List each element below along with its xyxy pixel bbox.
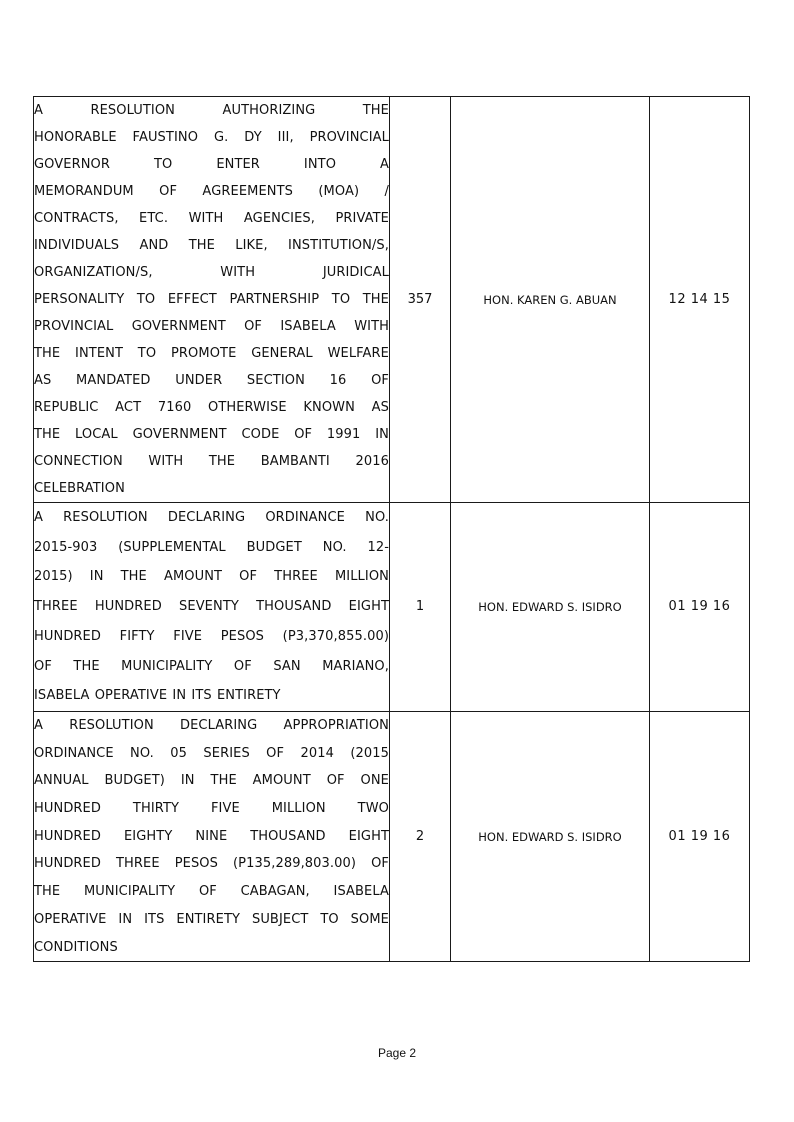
resolution-title-line: HUNDRED THREE PESOS (P135,289,803.00) OF bbox=[34, 856, 389, 872]
resolution-author: HON. EDWARD S. ISIDRO bbox=[451, 503, 650, 712]
table-row bbox=[34, 711, 750, 961]
table-row bbox=[34, 503, 750, 712]
resolution-title-line: OPERATIVE IN ITS ENTIRETY SUBJECT TO SOME bbox=[34, 911, 389, 927]
resolution-title-line: AS MANDATED UNDER SECTION 16 OF bbox=[34, 373, 389, 388]
resolution-title-line: PERSONALITY TO EFFECT PARTNERSHIP TO THE bbox=[34, 292, 389, 307]
resolution-title-line: REPUBLIC ACT 7160 OTHERWISE KNOWN AS bbox=[34, 400, 389, 415]
resolution-title-line: HONORABLE FAUSTINO G. DY III, PROVINCIAL bbox=[34, 130, 389, 145]
resolution-title-line: THE INTENT TO PROMOTE GENERAL WELFARE bbox=[34, 346, 389, 361]
resolution-title-cell bbox=[34, 711, 390, 961]
resolution-title-line: 2015) IN THE AMOUNT OF THREE MILLION bbox=[34, 569, 389, 585]
resolution-title-line: CONDITIONS bbox=[34, 939, 118, 955]
resolution-number: 1 bbox=[390, 503, 451, 712]
resolution-date: 01 19 16 bbox=[650, 503, 750, 712]
resolution-date: 12 14 15 bbox=[650, 97, 750, 503]
resolution-title-line: ORGANIZATION/S, WITH JURIDICAL bbox=[34, 265, 389, 280]
table-row bbox=[34, 97, 750, 503]
resolution-title-line: A RESOLUTION DECLARING ORDINANCE NO. bbox=[34, 510, 389, 525]
resolution-title-line: THE LOCAL GOVERNMENT CODE OF 1991 IN bbox=[34, 427, 389, 442]
resolution-number: 357 bbox=[390, 97, 451, 503]
resolution-title-cell bbox=[34, 97, 390, 503]
resolution-author: HON. EDWARD S. ISIDRO bbox=[451, 711, 650, 961]
resolution-title-line: CONTRACTS, ETC. WITH AGENCIES, PRIVATE bbox=[34, 211, 389, 226]
resolution-author: HON. KAREN G. ABUAN bbox=[451, 97, 650, 503]
resolution-title-line: OF THE MUNICIPALITY OF SAN MARIANO, bbox=[34, 658, 389, 674]
resolution-date: 01 19 16 bbox=[650, 711, 750, 961]
resolutions-table bbox=[33, 96, 750, 962]
resolution-title-line: HUNDRED FIFTY FIVE PESOS (P3,370,855.00) bbox=[34, 628, 389, 644]
resolution-title-line: ANNUAL BUDGET) IN THE AMOUNT OF ONE bbox=[34, 773, 389, 789]
resolution-title-line: A RESOLUTION DECLARING APPROPRIATION bbox=[34, 717, 389, 733]
resolution-title-line: INDIVIDUALS AND THE LIKE, INSTITUTION/S, bbox=[34, 238, 389, 253]
resolution-title-line: CONNECTION WITH THE BAMBANTI 2016 bbox=[34, 454, 389, 469]
resolution-title-line: 2015-903 (SUPPLEMENTAL BUDGET NO. 12- bbox=[34, 539, 389, 555]
resolution-title-line: THE MUNICIPALITY OF CABAGAN, ISABELA bbox=[34, 884, 389, 900]
page-number: Page 2 bbox=[377, 1046, 417, 1060]
resolution-title-line: HUNDRED THIRTY FIVE MILLION TWO bbox=[34, 801, 389, 817]
resolution-number: 2 bbox=[390, 711, 451, 961]
resolution-title-line: MEMORANDUM OF AGREEMENTS (MOA) / bbox=[34, 184, 389, 199]
resolution-title-line: PROVINCIAL GOVERNMENT OF ISABELA WITH bbox=[34, 319, 389, 334]
resolution-title-line: CELEBRATION bbox=[34, 481, 125, 496]
resolution-title-line: ORDINANCE NO. 05 SERIES OF 2014 (2015 bbox=[34, 745, 389, 761]
resolution-title-line: HUNDRED EIGHTY NINE THOUSAND EIGHT bbox=[34, 828, 389, 844]
resolution-title-cell bbox=[34, 503, 390, 712]
resolution-title-line: GOVERNOR TO ENTER INTO A bbox=[34, 157, 389, 172]
resolution-title-line: A RESOLUTION AUTHORIZING THE bbox=[34, 103, 389, 118]
resolution-title-line: THREE HUNDRED SEVENTY THOUSAND EIGHT bbox=[34, 599, 389, 615]
resolution-title-line: ISABELA OPERATIVE IN ITS ENTIRETY bbox=[34, 688, 281, 704]
